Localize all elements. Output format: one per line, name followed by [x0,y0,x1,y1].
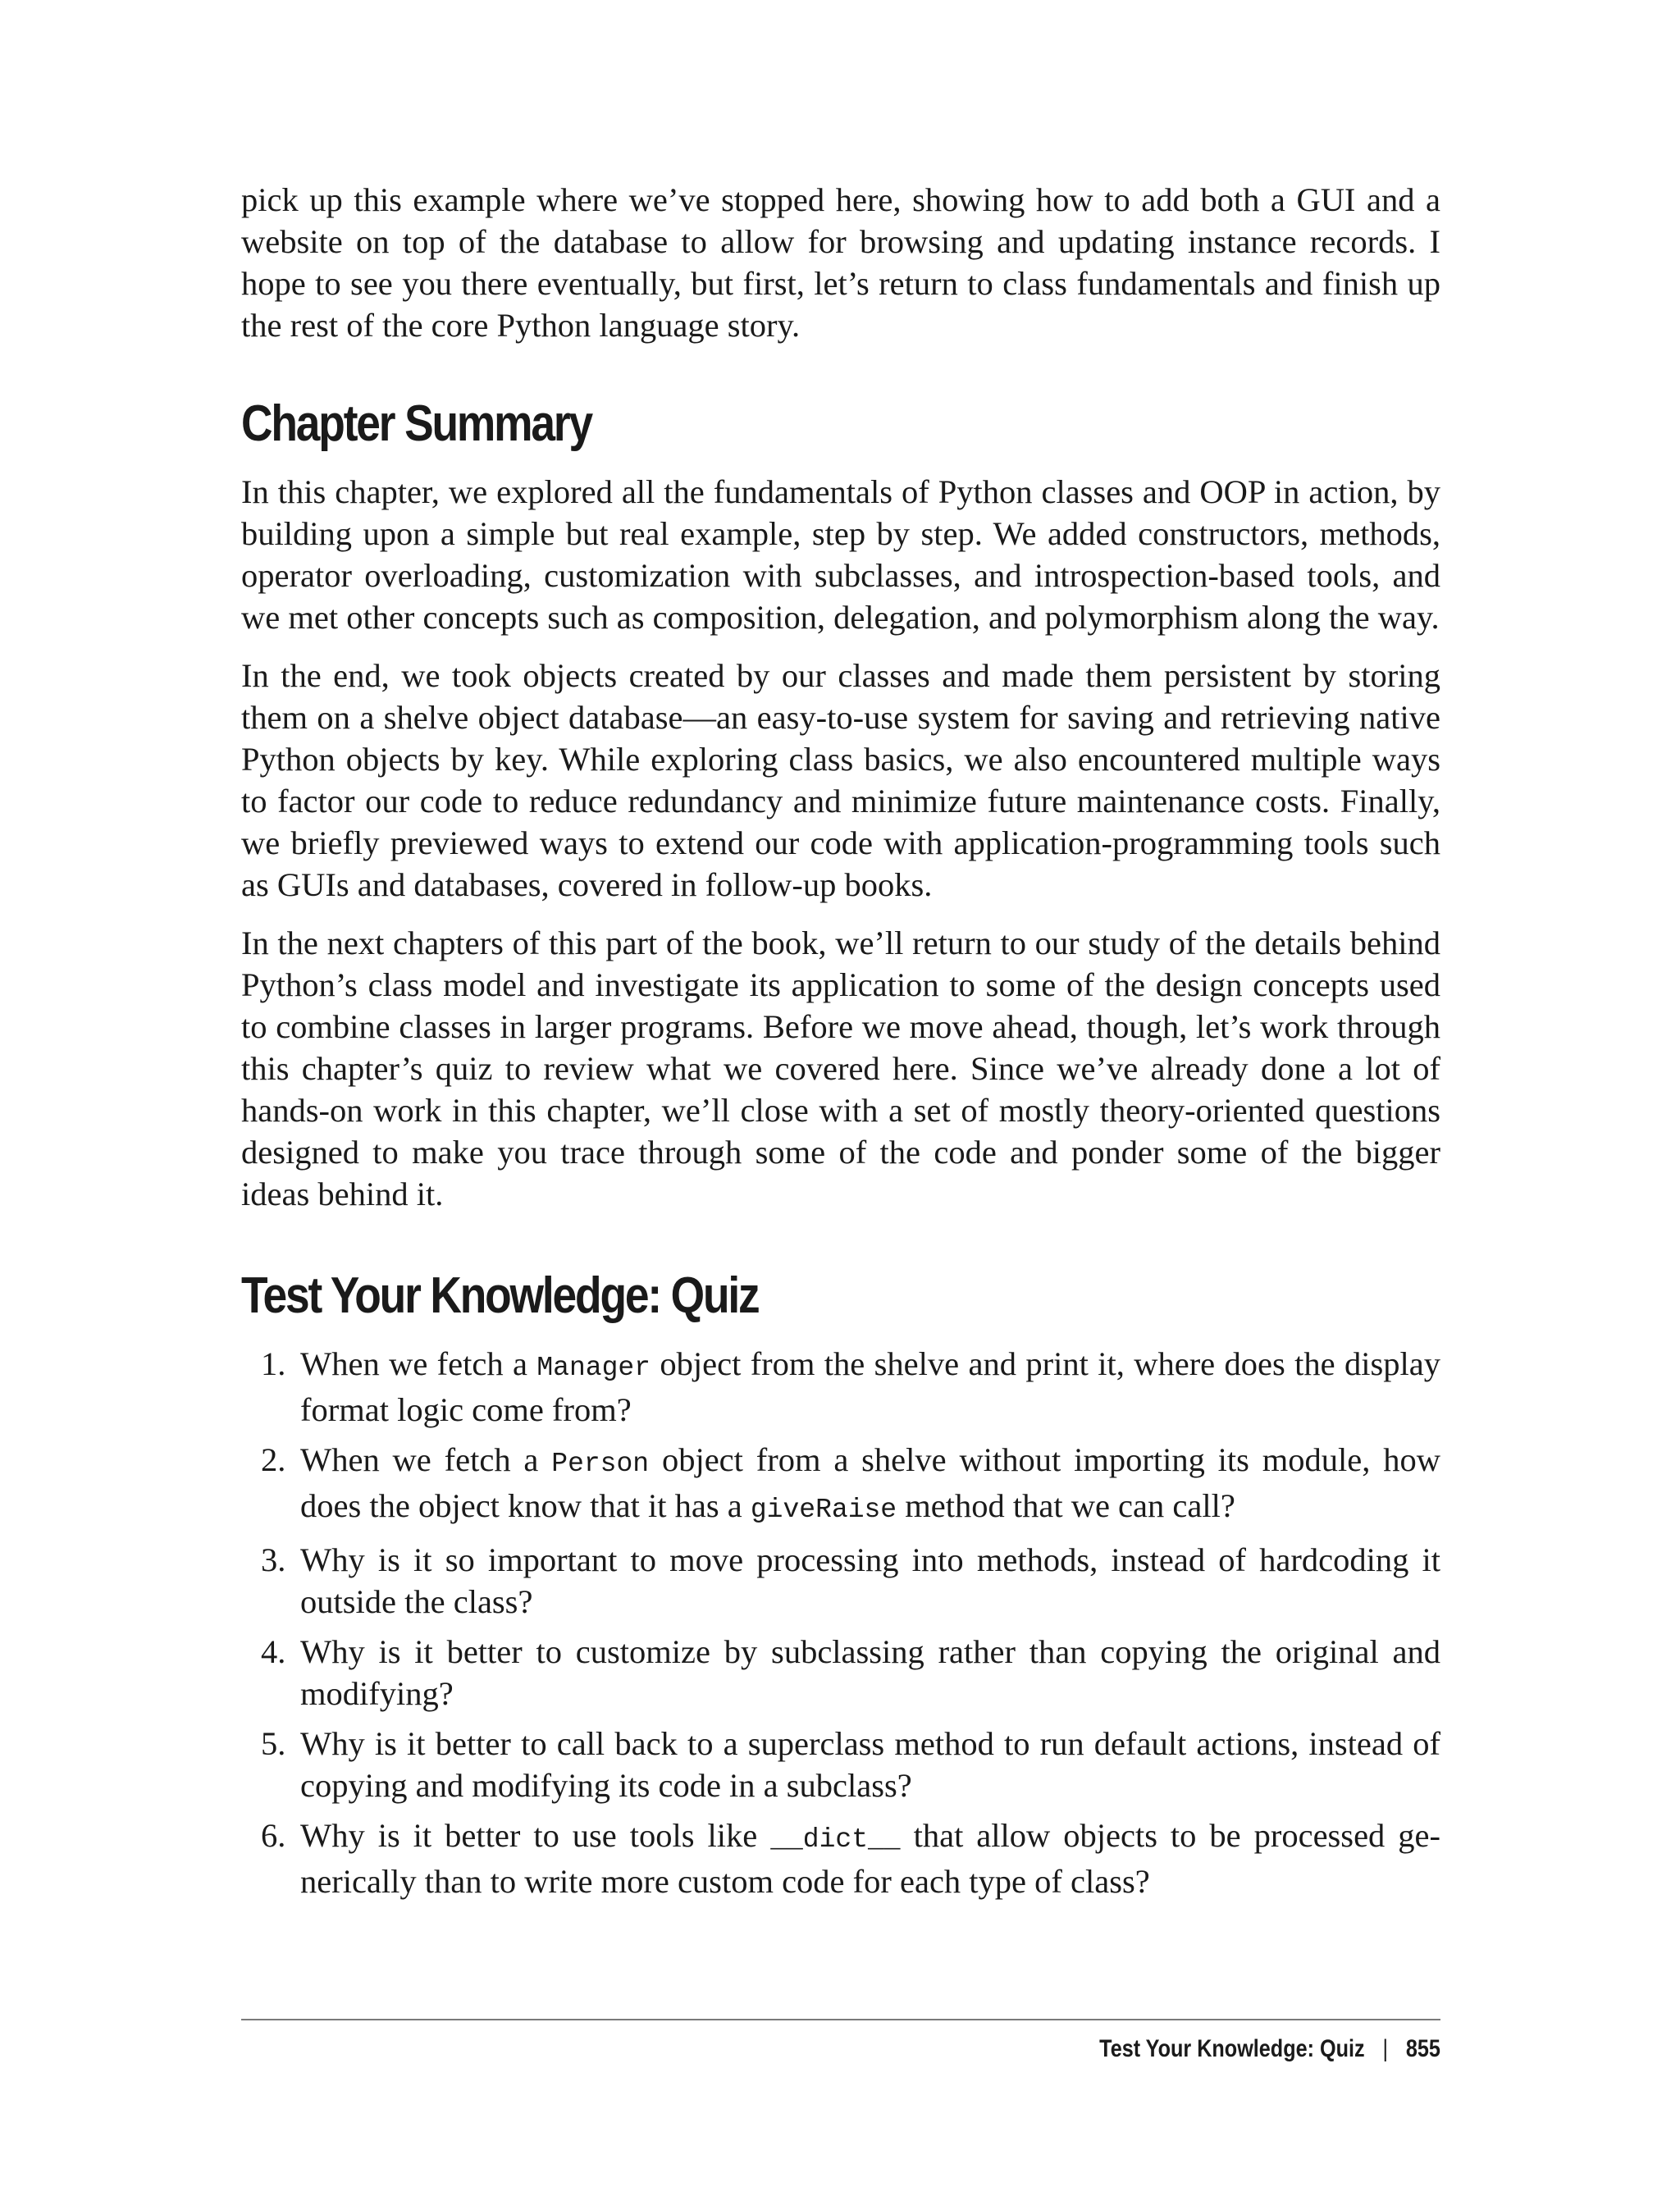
page-content [241,179,1440,1911]
quiz-item-number: 2. [261,1441,286,1478]
quiz-item-number: 3. [261,1541,286,1578]
chapter-summary-heading: Chapter Summary [241,395,592,452]
page-number: 855 [1405,2035,1440,2062]
footer-section-title: Test Your Knowledge: Quiz [1099,2035,1365,2062]
quiz-text: that allow objects to be processed generically than to write more custom code for each type of class? [300,1817,1440,1900]
quiz-text: method that we can call? [897,1487,1235,1524]
quiz-item-4 [241,1631,1440,1714]
quiz-item-number: 4. [261,1633,286,1670]
code-person: Person [551,1449,650,1479]
footer-divider [241,2019,1440,2020]
page-footer [1099,2033,1440,2066]
quiz-text: Why is it better to use tools like [300,1817,771,1854]
quiz-text: Why is it so important to move processing into methods, instead of hardcoding it outside the class? [300,1541,1440,1620]
quiz-item-3 [241,1539,1440,1623]
summary-paragraph-3: In the next chapters of this part of the book, we’ll return to our study of the details behind Python’s class model and investigate its application to some of the design concepts used to combine classes in larger programs. Before we move ahead, though, let’s work through this chapter’s quiz to review what we covered here. Since we’ve already done a lot of hands-on work in this chapter, we’ll close with a set of mostly theory-oriented questions designed to make you trace through some of the code and ponder some of the bigger ideas behind it. [241,924,1440,1212]
footer-separator: | [1382,2035,1389,2062]
summary-paragraph-2: In the end, we took objects created by our classes and made them persistent by storing them on a shelve object database—an easy-to-use system for saving and retrieving native Python objects by key. While exploring class basics, we also encountered multiple ways to factor our code to reduce redundancy and minimize future maintenance costs. Finally, we briefly previewed ways to extend our code with application-programming tools such as GUIs and databases, covered in follow-up books. [241,657,1440,903]
quiz-item-number: 5. [261,1725,286,1762]
summary-paragraph-1: In this chapter, we explored all the fundamentals of Python classes and OOP in action, by building upon a simple but real example, step by step. We added constructors, methods, operator overloading, customization with subclasses, and introspection-based tools, and we met other concepts such as composition, delegation, and polymorphism along the way. [241,473,1440,636]
quiz-item-2 [241,1439,1440,1531]
quiz-item-number: 6. [261,1817,286,1854]
quiz-item-number: 1. [261,1345,286,1382]
quiz-text: object from a shelve without importing its module, how does the object know that it has a [300,1441,1441,1524]
intro-paragraph: pick up this example where we’ve stopped here, showing how to add both a GUI and a website on top of the database to allow for browsing and updating instance records. I hope to see you there eventually, but first, let’s return to class fundamentals and finish up the rest of the core Python language story. [241,181,1440,344]
quiz-item-6 [241,1815,1440,1902]
quiz-heading: Test Your Knowledge: Quiz [241,1267,759,1324]
quiz-item-5 [241,1723,1440,1806]
code-giveraise: giveRaise [750,1495,897,1525]
quiz-item-1 [241,1343,1440,1431]
quiz-text: When we fetch a [300,1441,552,1478]
quiz-text: Why is it better to call back to a superclass method to run default actions, instead of copying and modifying its code in a subclass? [300,1725,1440,1804]
code-dict: __dict__ [770,1824,901,1855]
quiz-text: Why is it better to customize by subclassing rather than copying the original and modifying? [300,1633,1440,1712]
quiz-text: When we fetch a [300,1345,537,1382]
quiz-list [241,1343,1440,1902]
code-manager: Manager [536,1353,651,1383]
quiz-text: object from the shelve and print it, where does the display format logic come from? [300,1345,1440,1428]
